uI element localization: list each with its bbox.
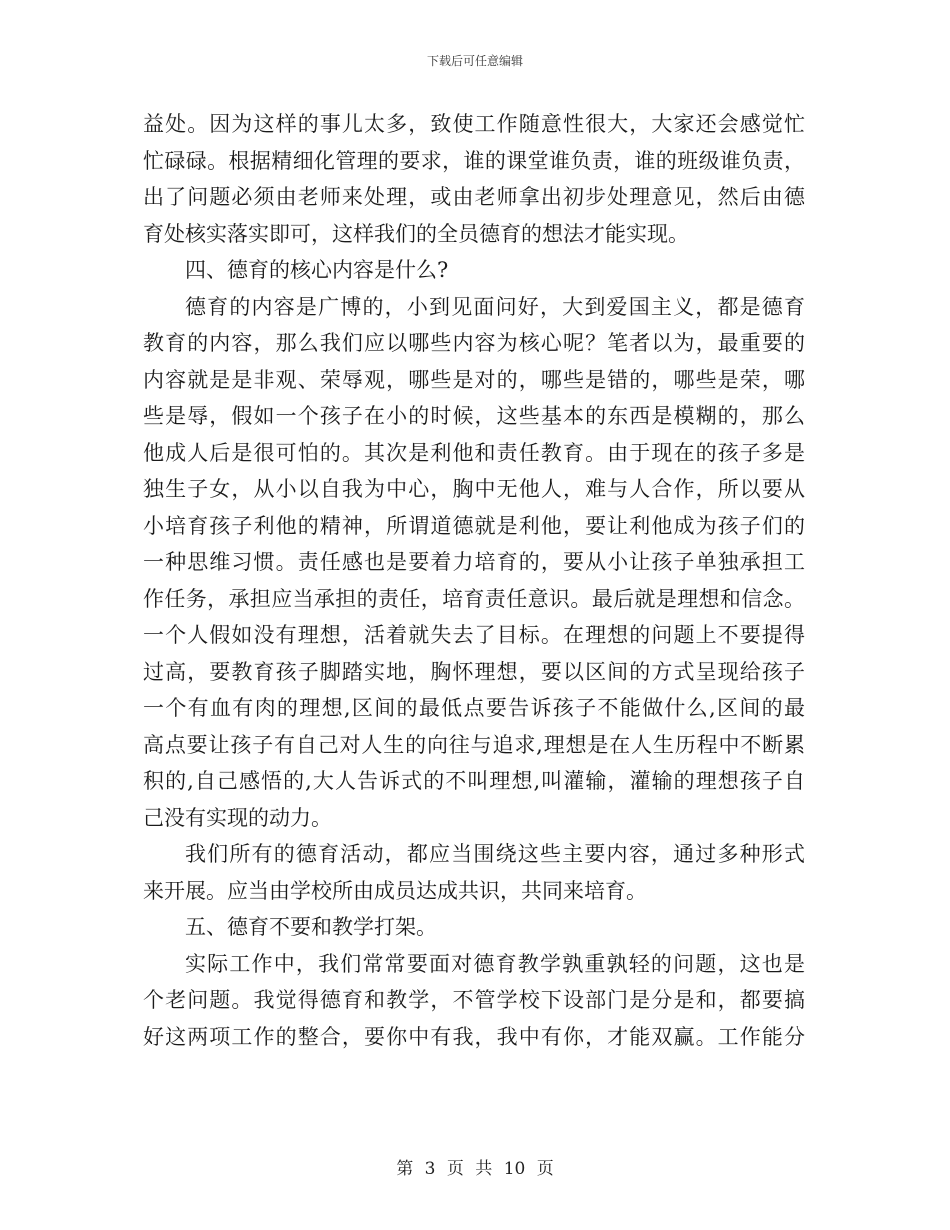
document-body — [143, 106, 805, 1055]
text-line: 积的,自己感悟的,大人告诉式的不叫理想,叫灌输，灌输的理想孩子自 — [143, 769, 805, 793]
text-line: 教育的内容，那么我们应以哪些内容为核心呢？笔者以为，最重要的 — [143, 331, 805, 355]
text-line: 出了问题必须由老师来处理，或由老师拿出初步处理意见，然后由德 — [143, 185, 805, 209]
page-number: 第 3 页 共 10 页 — [396, 1159, 554, 1179]
text-line: 己没有实现的动力。 — [143, 805, 332, 830]
text-line: 高点要让孩子有自己对人生的向往与追求,理想是在人生历程中不断累 — [143, 732, 805, 757]
text-line: 过高，要教育孩子脚踏实地，胸怀理想，要以区间的方式呈现给孩子 — [143, 659, 805, 684]
text-line: 一个人假如没有理想，活着就失去了目标。在理想的问题上不要提得 — [143, 623, 805, 647]
text-line: 四、德育的核心内容是什么? — [185, 258, 449, 282]
text-line: 我们所有的德育活动，都应当围绕这些主要内容，通过多种形式 — [185, 842, 805, 866]
text-line: 好这两项工作的整合，要你中有我，我中有你，才能双赢。工作能分 — [143, 1024, 805, 1049]
text-line: 来开展。应当由学校所由成员达成共识，共同来培育。 — [143, 878, 647, 903]
text-line: 内容就是是非观、荣辱观，哪些是对的，哪些是错的，哪些是荣，哪 — [143, 367, 805, 392]
text-line: 独生子女，从小以自我为中心，胸中无他人，难与人合作，所以要从 — [143, 477, 805, 501]
text-line: 一种思维习惯。责任感也是要着力培育的，要从小让孩子单独承担工 — [143, 550, 805, 574]
text-line: 忙碌碌。根据精细化管理的要求，谁的课堂谁负责，谁的班级谁负责， — [143, 148, 805, 173]
text-line: 益处。因为这样的事儿太多，致使工作随意性很大，大家还会感觉忙 — [143, 112, 805, 136]
text-line: 德育的内容是广博的，小到见面问好，大到爱国主义，都是德育 — [185, 294, 805, 319]
text-line: 小培育孩子利他的精神，所谓道德就是利他，要让利他成为孩子们的 — [143, 513, 805, 538]
page-header: 下载后可任意编辑 — [426, 54, 523, 68]
text-line: 个老问题。我觉得德育和教学，不管学校下设部门是分是和，都要搞 — [143, 988, 805, 1012]
text-line: 他成人后是很可怕的。其次是利他和责任教育。由于现在的孩子多是 — [143, 440, 805, 465]
text-line: 五、德育不要和教学打架。 — [185, 915, 437, 939]
text-line: 实际工作中，我们常常要面对德育教学孰重孰轻的问题，这也是 — [185, 951, 805, 976]
text-line: 些是辱，假如一个孩子在小的时候，这些基本的东西是模糊的，那么 — [143, 404, 805, 428]
text-line: 作任务，承担应当承担的责任，培育责任意识。最后就是理想和信念。 — [143, 586, 805, 611]
text-line: 一个有血有肉的理想,区间的最低点要告诉孩子不能做什么,区间的最 — [143, 696, 805, 720]
text-line: 育处核实落实即可，这样我们的全员德育的想法才能实现。 — [143, 221, 689, 246]
